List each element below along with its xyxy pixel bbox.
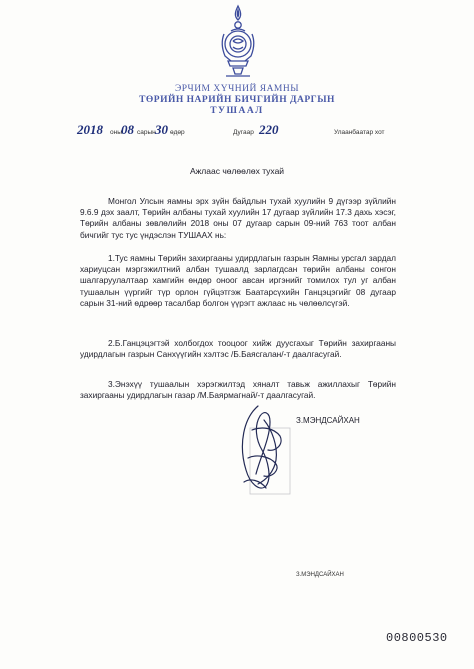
handwritten-day: 30 [155, 122, 168, 137]
day-label: өдөр [170, 129, 185, 136]
clause-1-paragraph [80, 253, 396, 309]
clause-2-paragraph [80, 338, 396, 360]
month-label: сарын [137, 129, 156, 136]
paragraph-text: 1.Тус яамны Төрийн захиргааны удирдлагын газрын Яамны урсгал зардал хариуцсан мэргэжилтний албан тушаалд зарлагдсан төрийн албаны сонгон шалгаруулалтаар хамгийн өндөр оноог авсан иргэнийг томилох тул уг албан тушаалын үүргийг түр орлон гүйцэтгэж Баатарсүхийн Ганцэцэгийг 08 дугаар сарын 31-ний өдрөөр тасалбар болгон үүрэгт ажлаас нь чөлөөлсүгэй. [80, 253, 396, 308]
handwritten-signature-icon [226, 400, 296, 500]
year-label: оны [110, 129, 122, 136]
footer-signatory-name: З.МЭНДСАЙХАН [296, 572, 344, 578]
letterhead-ministry: ЭРЧИМ ХҮЧНИЙ ЯАМНЫ [174, 84, 300, 94]
signatory-name: З.МЭНДСАЙХАН [296, 416, 360, 425]
state-emblem-icon [216, 4, 260, 80]
handwritten-number: 220 [259, 122, 279, 137]
paragraph-text: 2.Б.Ганцэцэгтэй холбогдох тооцоог хийж дуусгахыг Төрийн захиргааны удирдлагын газрын Санхүүгийн хэлтэс /Б.Баясгалан/-т даалгасугай. [80, 338, 396, 360]
letterhead-order-type: ТУШААЛ [210, 106, 264, 116]
handwritten-month: 08 [121, 122, 134, 137]
document-meta-line [0, 124, 474, 140]
document-serial-number: 00800530 [386, 631, 448, 645]
preamble-paragraph [80, 196, 396, 241]
city-label: Улаанбаатар хот [334, 129, 385, 136]
clause-3-paragraph [80, 379, 396, 401]
handwritten-year: 2018 [77, 122, 103, 137]
paragraph-text: 3.Энэхүү тушаалын хэрэгжилтэд хяналт тавьж ажиллахыг Төрийн захиргааны удирдлагын газар /М.Баярмагнай/-т даалгасугай. [80, 379, 396, 401]
paragraph-text: Монгол Улсын яамны эрх зүйн байдлын тухай хуулийн 9 дүгээр зүйлийн 9.6.9 дэх заалт, Төрийн албаны тухай хуулийн 17 дугаар зүйлийн 17.3 дахь хэсэг, Төрийн албаны зөвлөлийн 2018 оны 07 дугаар сарын 09-ний 763 тоот албан бичгийг тус тус үндэслэн ТУШААХ нь: [80, 196, 396, 240]
document-title: Ажлаас чөлөөлөх тухай [189, 166, 285, 176]
number-label: Дугаар [233, 129, 254, 136]
letterhead-position: ТӨРИЙН НАРИЙН БИЧГИЙН ДАРГЫН [139, 95, 335, 105]
